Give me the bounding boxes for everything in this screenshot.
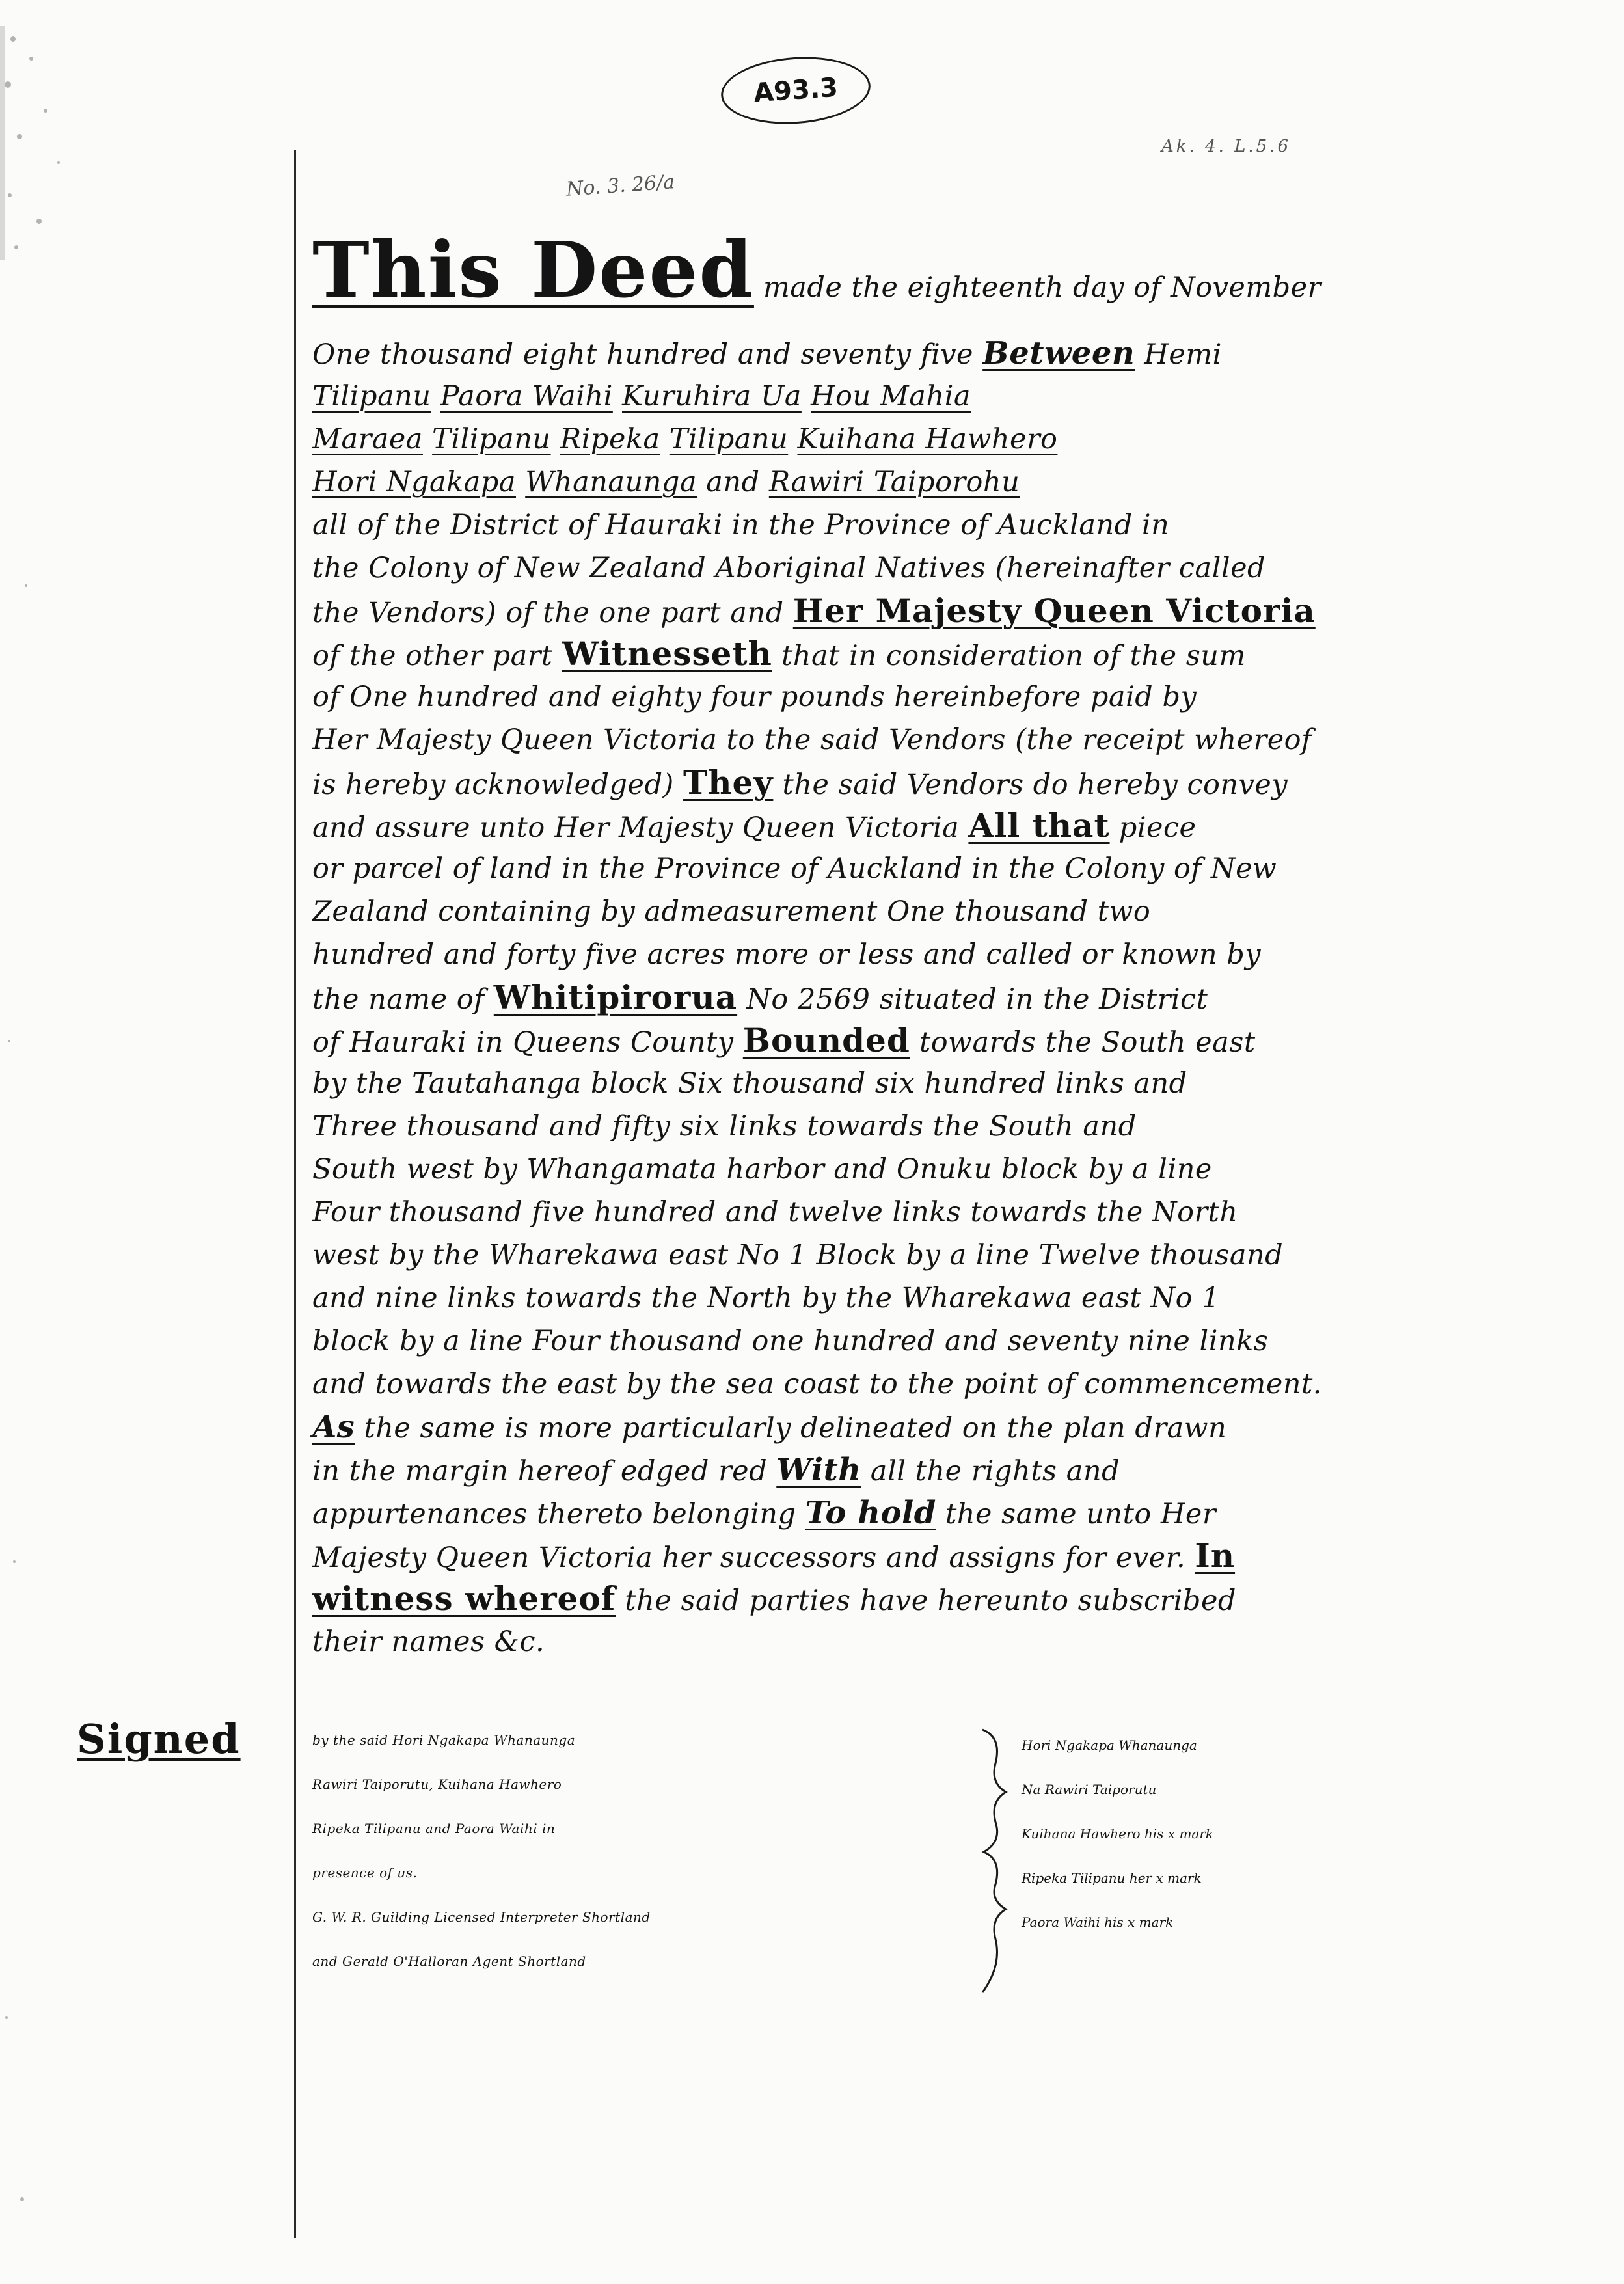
deed-line-3 — [312, 375, 1379, 418]
deed-emphasis-kw: With — [776, 1452, 861, 1488]
signature-brace — [976, 1724, 1015, 1998]
deed-text: Zealand containing by admeasurement One thousand two — [312, 895, 1151, 928]
deed-line-30 — [312, 1534, 1379, 1577]
deed-emphasis-gothic: In — [1195, 1536, 1236, 1575]
attestation-line: presence of us. — [312, 1865, 418, 1881]
deed-line-17 — [312, 976, 1379, 1019]
deed-text: hundred and forty five acres more or less and called or known by — [312, 938, 1262, 971]
attestation-clause — [312, 1718, 989, 1983]
deed-line-11 — [312, 718, 1379, 761]
deed-line-24 — [312, 1277, 1379, 1320]
deed-text: Her Majesty Queen Victoria to the said Vendors (the receipt whereof — [312, 724, 1312, 756]
signature-entry: Hori Ngakapa Whanaunga — [1022, 1737, 1197, 1753]
deed-text: and assure unto Her Majesty Queen Victoria — [312, 811, 969, 844]
attestation-line: by the said Hori Ngakapa Whanaunga — [312, 1732, 576, 1748]
deed-text — [660, 423, 670, 455]
deed-emphasis-name: Tilipanu — [432, 423, 551, 455]
deed-text: made the eighteenth day of November — [763, 271, 1321, 304]
deed-text — [551, 423, 560, 455]
deed-text: No 2569 situated in the District — [737, 983, 1208, 1016]
signature-entry: Kuihana Hawhero his x mark — [1022, 1826, 1214, 1842]
signature-entry: Na Rawiri Taiporutu — [1022, 1782, 1157, 1797]
corner-note: Ak. 4. L.5.6 — [1161, 137, 1292, 156]
deed-emphasis-kw: As — [312, 1409, 355, 1445]
deed-text: towards the South east — [910, 1026, 1256, 1059]
deed-line-2 — [312, 332, 1379, 375]
deed-text — [423, 423, 432, 455]
deed-emphasis-name: Hori Ngakapa — [312, 466, 517, 498]
deed-line-31 — [312, 1577, 1379, 1620]
deed-text — [788, 423, 797, 455]
deed-emphasis-name: Kuihana Hawhero — [797, 423, 1058, 455]
deed-text: piece — [1109, 811, 1197, 844]
deed-line-5 — [312, 461, 1379, 504]
deed-emphasis-kw: Between — [982, 335, 1135, 372]
deed-emphasis-gothic: witness whereof — [312, 1579, 616, 1618]
deed-text: and nine links towards the North by the Wharekawa east No 1 — [312, 1282, 1221, 1314]
deed-emphasis-name: Ripeka — [560, 423, 660, 455]
deed-line-12 — [312, 761, 1379, 804]
deed-text — [516, 466, 525, 498]
deed-line-20 — [312, 1105, 1379, 1148]
deed-emphasis-name: Hou Mahia — [811, 380, 971, 413]
signed-label: Signed — [77, 1715, 241, 1763]
deed-body — [312, 221, 1379, 1663]
deed-emphasis-name: Paora Waihi — [440, 380, 613, 413]
deed-emphasis-name: Tilipanu — [312, 380, 431, 413]
deed-line-1-text — [763, 271, 1321, 304]
deed-emphasis-gothic: Witnesseth — [562, 634, 772, 673]
deed-text: of Hauraki in Queens County — [312, 1026, 743, 1059]
deed-line-22 — [312, 1191, 1379, 1234]
deed-text: block by a line Four thousand one hundred and seventy nine links — [312, 1325, 1269, 1357]
deed-line-15 — [312, 890, 1379, 933]
deed-text: the same is more particularly delineated on the plan drawn — [355, 1412, 1227, 1445]
deed-line-13 — [312, 804, 1379, 847]
deed-text: South west by Whangamata harbor and Onuku block by a line — [312, 1153, 1212, 1186]
deed-text: Majesty Queen Victoria her successors and assigns for ever. — [312, 1542, 1195, 1574]
deed-title: This Deed — [312, 224, 754, 315]
deed-text: the same unto Her — [936, 1498, 1216, 1530]
attestation-line: G. W. R. Guilding Licensed Interpreter Shortland — [312, 1909, 651, 1925]
deed-text — [431, 380, 440, 413]
deed-text: west by the Wharekawa east No 1 Block by a line Twelve thousand — [312, 1239, 1284, 1271]
deed-line-7 — [312, 547, 1379, 590]
deed-line-14 — [312, 847, 1379, 890]
deed-line-32 — [312, 1620, 1379, 1663]
deed-emphasis-name: Maraea — [312, 423, 423, 455]
deed-text: of One hundred and eighty four pounds hereinbefore paid by — [312, 681, 1197, 713]
deed-text: Four thousand five hundred and twelve links towards the North — [312, 1196, 1238, 1229]
deed-text: the said Vendors do hereby convey — [773, 768, 1288, 801]
deed-emphasis-kw: To hold — [805, 1495, 936, 1531]
deed-text: the said parties have hereunto subscribed — [616, 1584, 1236, 1617]
deed-text: of the other part — [312, 640, 562, 672]
deed-text: all the rights and — [861, 1455, 1120, 1488]
deed-emphasis-gothic: Whitipirorua — [493, 978, 738, 1016]
deed-text: appurtenances thereto belonging — [312, 1498, 805, 1530]
attestation-line: and Gerald O'Halloran Agent Shortland — [312, 1953, 586, 1969]
deed-text: and — [697, 466, 769, 498]
deed-line-26 — [312, 1363, 1379, 1406]
deed-text: the name of — [312, 983, 494, 1016]
deed-text: the Colony of New Zealand Aboriginal Natives (hereinafter called — [312, 552, 1266, 584]
signature-entry: Paora Waihi his x mark — [1022, 1914, 1174, 1930]
deed-text: their names &c. — [312, 1625, 545, 1658]
deed-text: all of the District of Hauraki in the Province of Auckland in — [312, 509, 1170, 541]
deed-emphasis-gothic: They — [683, 763, 774, 802]
deed-line-27 — [312, 1406, 1379, 1448]
deed-text: by the Tautahanga block Six thousand six hundred links and — [312, 1067, 1187, 1100]
deed-line-21 — [312, 1148, 1379, 1191]
attestation-line: Ripeka Tilipanu and Paora Waihi in — [312, 1821, 556, 1836]
deed-text — [613, 380, 622, 413]
deed-emphasis-gothic: Her Majesty Queen Victoria — [792, 591, 1316, 630]
deed-line-19 — [312, 1062, 1379, 1105]
deed-line-18 — [312, 1019, 1379, 1062]
signature-column — [1022, 1723, 1386, 1944]
signature-entry: Ripeka Tilipanu her x mark — [1022, 1870, 1202, 1886]
deed-text: Hemi — [1135, 338, 1222, 371]
attestation-line: Rawiri Taiporutu, Kuihana Hawhero — [312, 1776, 562, 1792]
deed-text: and towards the east by the sea coast to the point of commencement. — [312, 1368, 1322, 1400]
deed-line-25 — [312, 1320, 1379, 1363]
deed-emphasis-name: Whanaunga — [525, 466, 697, 498]
deed-emphasis-name: Kuruhira Ua — [622, 380, 802, 413]
deed-line-29 — [312, 1491, 1379, 1534]
deed-text: the Vendors) of the one part and — [312, 597, 793, 629]
reference-stamp: A93.3 — [719, 52, 873, 129]
deed-line-9 — [312, 632, 1379, 675]
deed-text: Three thousand and fifty six links towards the South and — [312, 1110, 1137, 1143]
deed-line-16 — [312, 933, 1379, 976]
deed-line-6 — [312, 504, 1379, 547]
deed-emphasis-gothic: Bounded — [742, 1021, 910, 1059]
deed-line-1 — [312, 221, 1379, 332]
deed-text: in the margin hereof edged red — [312, 1455, 777, 1488]
deed-line-10 — [312, 675, 1379, 718]
deed-line-28 — [312, 1448, 1379, 1491]
top-note: No. 3. 26/a — [565, 170, 676, 201]
deed-text — [802, 380, 811, 413]
deed-line-4 — [312, 418, 1379, 461]
deed-text: or parcel of land in the Province of Auckland in the Colony of New — [312, 852, 1277, 885]
margin-rule — [294, 150, 296, 2238]
deed-text: that in consideration of the sum — [772, 640, 1246, 672]
deed-text: One thousand eight hundred and seventy five — [312, 338, 983, 371]
deed-line-8 — [312, 590, 1379, 632]
deed-text: is hereby acknowledged) — [312, 768, 683, 801]
deed-emphasis-gothic: All that — [968, 806, 1110, 845]
deed-emphasis-name: Rawiri Taiporohu — [768, 466, 1020, 498]
deed-line-23 — [312, 1234, 1379, 1277]
deed-emphasis-name: Tilipanu — [669, 423, 789, 455]
scan-edge-speckle — [0, 0, 104, 2284]
